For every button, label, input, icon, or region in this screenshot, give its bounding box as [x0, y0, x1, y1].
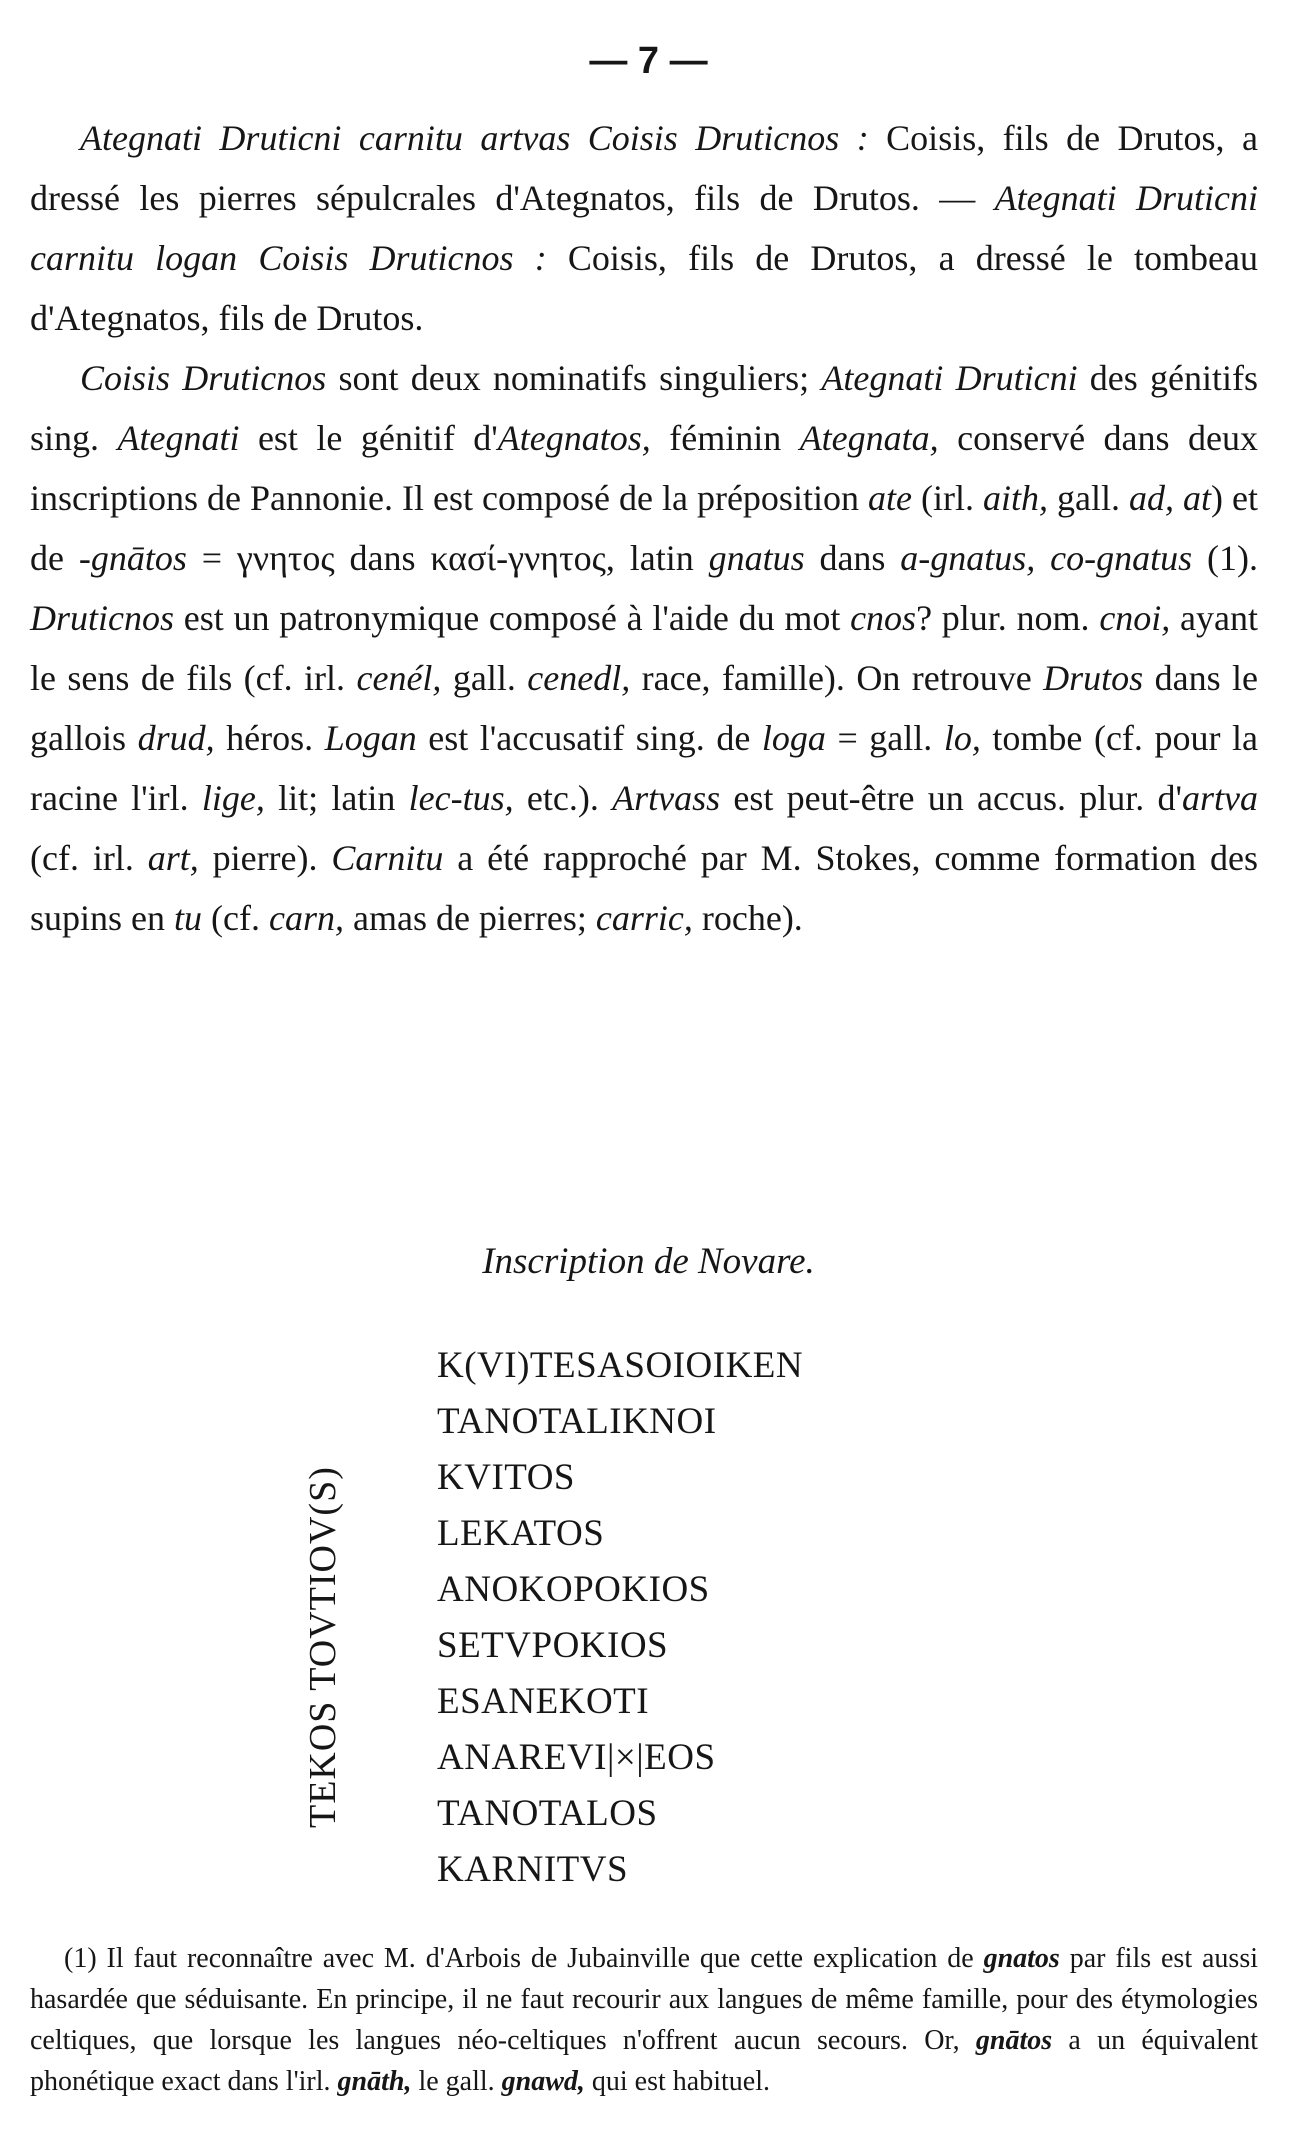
italic-term: lo, [943, 718, 981, 758]
inscription-vertical-text: TEKOS TOVTIOV(S) [302, 1466, 344, 1828]
text-run: etc.). [513, 778, 613, 818]
paragraph-1 [30, 108, 1258, 348]
text-run: = γνητος dans κασί-γνητος, latin [186, 538, 709, 578]
text-run: héros. [214, 718, 325, 758]
italic-term: loga [761, 718, 826, 758]
inscription-block [437, 1338, 803, 1898]
text-run: est le génitif d' [239, 418, 498, 458]
italic-term: Druticnos [30, 598, 174, 638]
italic-term: ate [867, 478, 912, 518]
text-run: lit; latin [264, 778, 409, 818]
text-run: = gall. [825, 718, 944, 758]
text-run: ) et de - [30, 478, 1258, 578]
inscription-line: SETVPOKIOS [437, 1625, 669, 1666]
text-run: des génitifs sing. [30, 358, 1259, 458]
inscription-text-2: Ategnati Druticni carnitu logan Coisis Druticnos : [30, 178, 1258, 278]
inscription-line: KVITOS [437, 1457, 575, 1498]
text-run: sont deux nominatifs singuliers; [326, 358, 822, 398]
translation-2: Coisis, fils de Drutos, a dressé le tombeau d'Ategnatos, fils de Drutos. [30, 238, 1258, 338]
text-run: dans [804, 538, 901, 578]
italic-term: cnoi, [1099, 598, 1171, 638]
italic-term: a-gnatus, co-gnatus [900, 538, 1193, 578]
inscription-line: TANOTALIKNOI [437, 1401, 717, 1442]
italic-term: gnatos [983, 1943, 1060, 1974]
text-run: pierre). [198, 838, 332, 878]
italic-term: cenél, [356, 658, 442, 698]
text-run: a été rapproché par M. Stokes, comme formation des supins en [30, 838, 1259, 938]
footnote [30, 1938, 1258, 2102]
italic-term: artva [1182, 778, 1258, 818]
inscription-line: ANAREVI|×|EOS [437, 1737, 716, 1778]
text-run: amas de pierres; [343, 898, 596, 938]
text-run: (1). [1192, 538, 1258, 578]
inscription-caption: Inscription de Novare. [482, 1241, 815, 1282]
text-run: (1) Il faut reconnaître avec M. d'Arbois de Jubainville que cette explication de [64, 1943, 984, 1974]
text-run: gall. [441, 658, 528, 698]
text-run: a un équivalent phonétique exact dans l'irl. [30, 2025, 1258, 2097]
italic-term: aith, [982, 478, 1048, 518]
text-run: race, famille). On retrouve [630, 658, 1044, 698]
italic-term: ad, at [1129, 478, 1212, 518]
inscription-text-1: Ategnati Druticni carnitu artvas Coisis Druticnos : [80, 118, 869, 158]
text-run: le gall. [411, 2066, 502, 2097]
italic-term: carric, [595, 898, 693, 938]
paragraph-2 [30, 348, 1258, 948]
text-run: qui est habituel. [584, 2066, 770, 2097]
italic-term: Drutos [1043, 658, 1144, 698]
main-text [30, 108, 1258, 948]
italic-term: lec-tus, [408, 778, 514, 818]
italic-term: Artvass [612, 778, 721, 818]
page-number: — 7 — [589, 40, 708, 82]
italic-term: tu [174, 898, 203, 938]
text-run: ? plur. nom. [916, 598, 1100, 638]
inscription-line: TANOTALOS [437, 1793, 658, 1834]
italic-term: Ategnatos, [497, 418, 651, 458]
text-run: gall. [1047, 478, 1129, 518]
italic-term: Logan [324, 718, 417, 758]
italic-term: Carnitu [331, 838, 444, 878]
italic-term: art, [147, 838, 199, 878]
italic-term: lige, [201, 778, 265, 818]
inscription-line: LEKATOS [437, 1513, 605, 1554]
italic-term: gnātos [975, 2025, 1053, 2056]
text-run: (irl. [911, 478, 983, 518]
footnote-paragraph [30, 1938, 1258, 2102]
italic-term: carn, [268, 898, 344, 938]
text-run: ayant le sens de fils (cf. irl. [30, 598, 1259, 698]
text-run: tombe (cf. pour la racine l'irl. [30, 718, 1259, 818]
translation-1: Coisis, fils de Drutos, a dressé les pierres sépulcrales d'Ategnatos, fils de Drutos. — [30, 118, 1258, 218]
inscription-line: KARNITVS [437, 1849, 629, 1890]
italic-term: Ategnati [117, 418, 240, 458]
text-run: dans le gallois [30, 658, 1259, 758]
italic-term: cnos [850, 598, 917, 638]
text-run: est un patronymique composé à l'aide du mot [174, 598, 851, 638]
text-run: est peut-être un accus. plur. d' [720, 778, 1182, 818]
italic-term: gnāth, [337, 2066, 412, 2097]
italic-term: gnātos [90, 538, 187, 578]
inscription-line: ESANEKOTI [437, 1681, 650, 1722]
italic-term: Ategnata, [799, 418, 939, 458]
text-run: (cf. [202, 898, 269, 938]
italic-term: gnawd, [501, 2066, 585, 2097]
italic-term: gnatus [708, 538, 805, 578]
italic-term: Ategnati Druticni [821, 358, 1078, 398]
text-run: féminin [650, 418, 800, 458]
text-run: (cf. irl. [30, 838, 148, 878]
inscription-line: ANOKOPOKIOS [437, 1569, 710, 1610]
italic-term: drud, [137, 718, 215, 758]
italic-term: Coisis Druticnos [80, 358, 327, 398]
text-run: conservé dans deux inscriptions de Pannonie. Il est composé de la préposition [30, 418, 1258, 518]
inscription-line: K(VI)TESASOIOIKEN [437, 1345, 804, 1386]
text-run: roche). [692, 898, 803, 938]
italic-term: cenedl, [527, 658, 631, 698]
text-run: est l'accusatif sing. de [416, 718, 762, 758]
text-run: par fils est aussi hasardée que séduisante. En principe, il ne faut recourir aux langues de même famille, pour des étymologies celtiques, que lorsque les langues néo-celtiques n'offrent aucun secours. Or, [30, 1943, 1258, 2056]
